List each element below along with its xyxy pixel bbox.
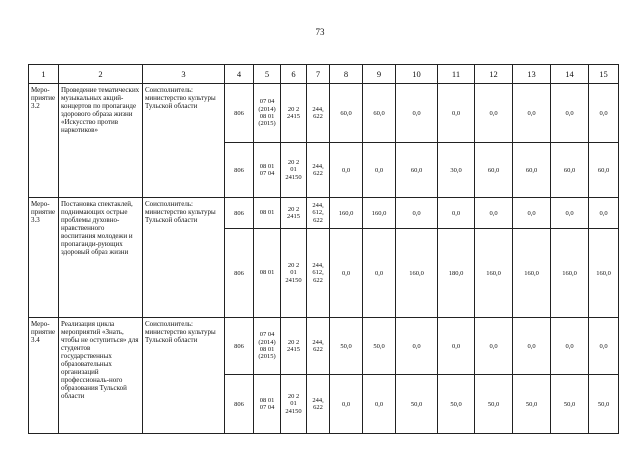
col-header: 8 (330, 65, 363, 84)
cell-ministry-code: 806 (225, 229, 254, 318)
col-header: 14 (551, 65, 589, 84)
cell-value: 0,0 (513, 84, 551, 143)
cell-section-code: 07 04 (2014) 08 01 (2015) (254, 318, 281, 375)
cell-ministry-code: 806 (225, 143, 254, 198)
cell-value: 0,0 (330, 143, 363, 198)
program-budget-table (28, 64, 619, 434)
measure-label: Меро- приятие 3.4 (29, 318, 59, 434)
cell-target-code: 20 2 01 24150 (281, 229, 307, 318)
cell-target-code: 20 2 01 24150 (281, 375, 307, 434)
cell-target-code: 20 2 2415 (281, 84, 307, 143)
cell-value: 50,0 (438, 375, 475, 434)
cell-value: 0,0 (396, 198, 438, 229)
cell-value: 0,0 (475, 84, 513, 143)
cell-value: 0,0 (551, 198, 589, 229)
cell-expense-type: 244, 622 (307, 143, 330, 198)
cell-value: 0,0 (475, 318, 513, 375)
col-header: 4 (225, 65, 254, 84)
cell-expense-type: 244, 612, 622 (307, 198, 330, 229)
cell-value: 160,0 (513, 229, 551, 318)
cell-value: 60,0 (396, 143, 438, 198)
cell-section-code: 08 01 (254, 229, 281, 318)
cell-value: 0,0 (363, 229, 396, 318)
cell-section-code: 08 01 07 04 (254, 375, 281, 434)
col-header: 3 (143, 65, 225, 84)
measure-description: Проведение тематических музыкальных акций-концертов по пропаганде здорового образа жизни «Искусство против наркотиков» (59, 84, 143, 198)
header-row (29, 65, 619, 84)
cell-value: 60,0 (330, 84, 363, 143)
cell-value: 160,0 (551, 229, 589, 318)
measure-label: Меро- приятие 3.2 (29, 84, 59, 198)
cell-expense-type: 244, 622 (307, 318, 330, 375)
cell-expense-type: 244, 612, 622 (307, 229, 330, 318)
table-row (29, 198, 619, 229)
measure-label: Меро- приятие 3.3 (29, 198, 59, 318)
cell-value: 0,0 (551, 318, 589, 375)
cell-value: 50,0 (513, 375, 551, 434)
col-header: 9 (363, 65, 396, 84)
page-number: 73 (315, 27, 325, 37)
col-header: 12 (475, 65, 513, 84)
col-header: 13 (513, 65, 551, 84)
cell-value: 160,0 (330, 198, 363, 229)
cell-value: 50,0 (551, 375, 589, 434)
cell-value: 160,0 (363, 198, 396, 229)
col-header: 11 (438, 65, 475, 84)
cell-value: 50,0 (589, 375, 619, 434)
measure-executor: Соисполнитель: министерство культуры Тульской области (143, 198, 225, 318)
cell-value: 60,0 (589, 143, 619, 198)
cell-value: 0,0 (551, 84, 589, 143)
cell-expense-type: 244, 622 (307, 84, 330, 143)
cell-value: 0,0 (363, 143, 396, 198)
cell-value: 50,0 (396, 375, 438, 434)
col-header: 1 (29, 65, 59, 84)
cell-value: 160,0 (475, 229, 513, 318)
col-header: 5 (254, 65, 281, 84)
cell-ministry-code: 806 (225, 198, 254, 229)
cell-value: 0,0 (396, 318, 438, 375)
cell-value: 0,0 (438, 318, 475, 375)
table-row (29, 318, 619, 375)
cell-value: 0,0 (513, 198, 551, 229)
cell-section-code: 07 04 (2014) 08 01 (2015) (254, 84, 281, 143)
cell-value: 50,0 (330, 318, 363, 375)
cell-value: 0,0 (589, 84, 619, 143)
cell-value: 0,0 (589, 318, 619, 375)
cell-value: 30,0 (438, 143, 475, 198)
cell-value: 160,0 (589, 229, 619, 318)
col-header: 2 (59, 65, 143, 84)
cell-section-code: 08 01 07 04 (254, 143, 281, 198)
cell-target-code: 20 2 2415 (281, 198, 307, 229)
cell-value: 60,0 (513, 143, 551, 198)
cell-value: 160,0 (396, 229, 438, 318)
cell-value: 180,0 (438, 229, 475, 318)
cell-value: 0,0 (589, 198, 619, 229)
cell-value: 0,0 (396, 84, 438, 143)
cell-value: 0,0 (363, 375, 396, 434)
cell-ministry-code: 806 (225, 84, 254, 143)
cell-ministry-code: 806 (225, 375, 254, 434)
measure-description: Постановка спектаклей, поднимающих острые проблемы духовно-нравственного воспитания молодежи и пропаганди-рующих здоровый образ жизни (59, 198, 143, 318)
cell-target-code: 20 2 01 24150 (281, 143, 307, 198)
col-header: 7 (307, 65, 330, 84)
col-header: 10 (396, 65, 438, 84)
cell-value: 0,0 (330, 375, 363, 434)
cell-value: 0,0 (513, 318, 551, 375)
cell-value: 60,0 (475, 143, 513, 198)
cell-expense-type: 244, 622 (307, 375, 330, 434)
cell-value: 0,0 (330, 229, 363, 318)
cell-section-code: 08 01 (254, 198, 281, 229)
cell-value: 60,0 (551, 143, 589, 198)
col-header: 6 (281, 65, 307, 84)
cell-value: 0,0 (475, 198, 513, 229)
cell-value: 0,0 (438, 84, 475, 143)
cell-value: 50,0 (363, 318, 396, 375)
measure-executor: Соисполнитель: министерство культуры Тульской области (143, 318, 225, 434)
measure-executor: Соисполнитель: министерство культуры Тульской области (143, 84, 225, 198)
cell-target-code: 20 2 2415 (281, 318, 307, 375)
table-row (29, 84, 619, 143)
cell-value: 0,0 (438, 198, 475, 229)
cell-value: 50,0 (475, 375, 513, 434)
col-header: 15 (589, 65, 619, 84)
measure-description: Реализация цикла мероприятий «Знать, чтобы не оступиться» для студентов государственных образовательных организаций профессиональ-ного образования Тульской области (59, 318, 143, 434)
cell-value: 60,0 (363, 84, 396, 143)
cell-ministry-code: 806 (225, 318, 254, 375)
